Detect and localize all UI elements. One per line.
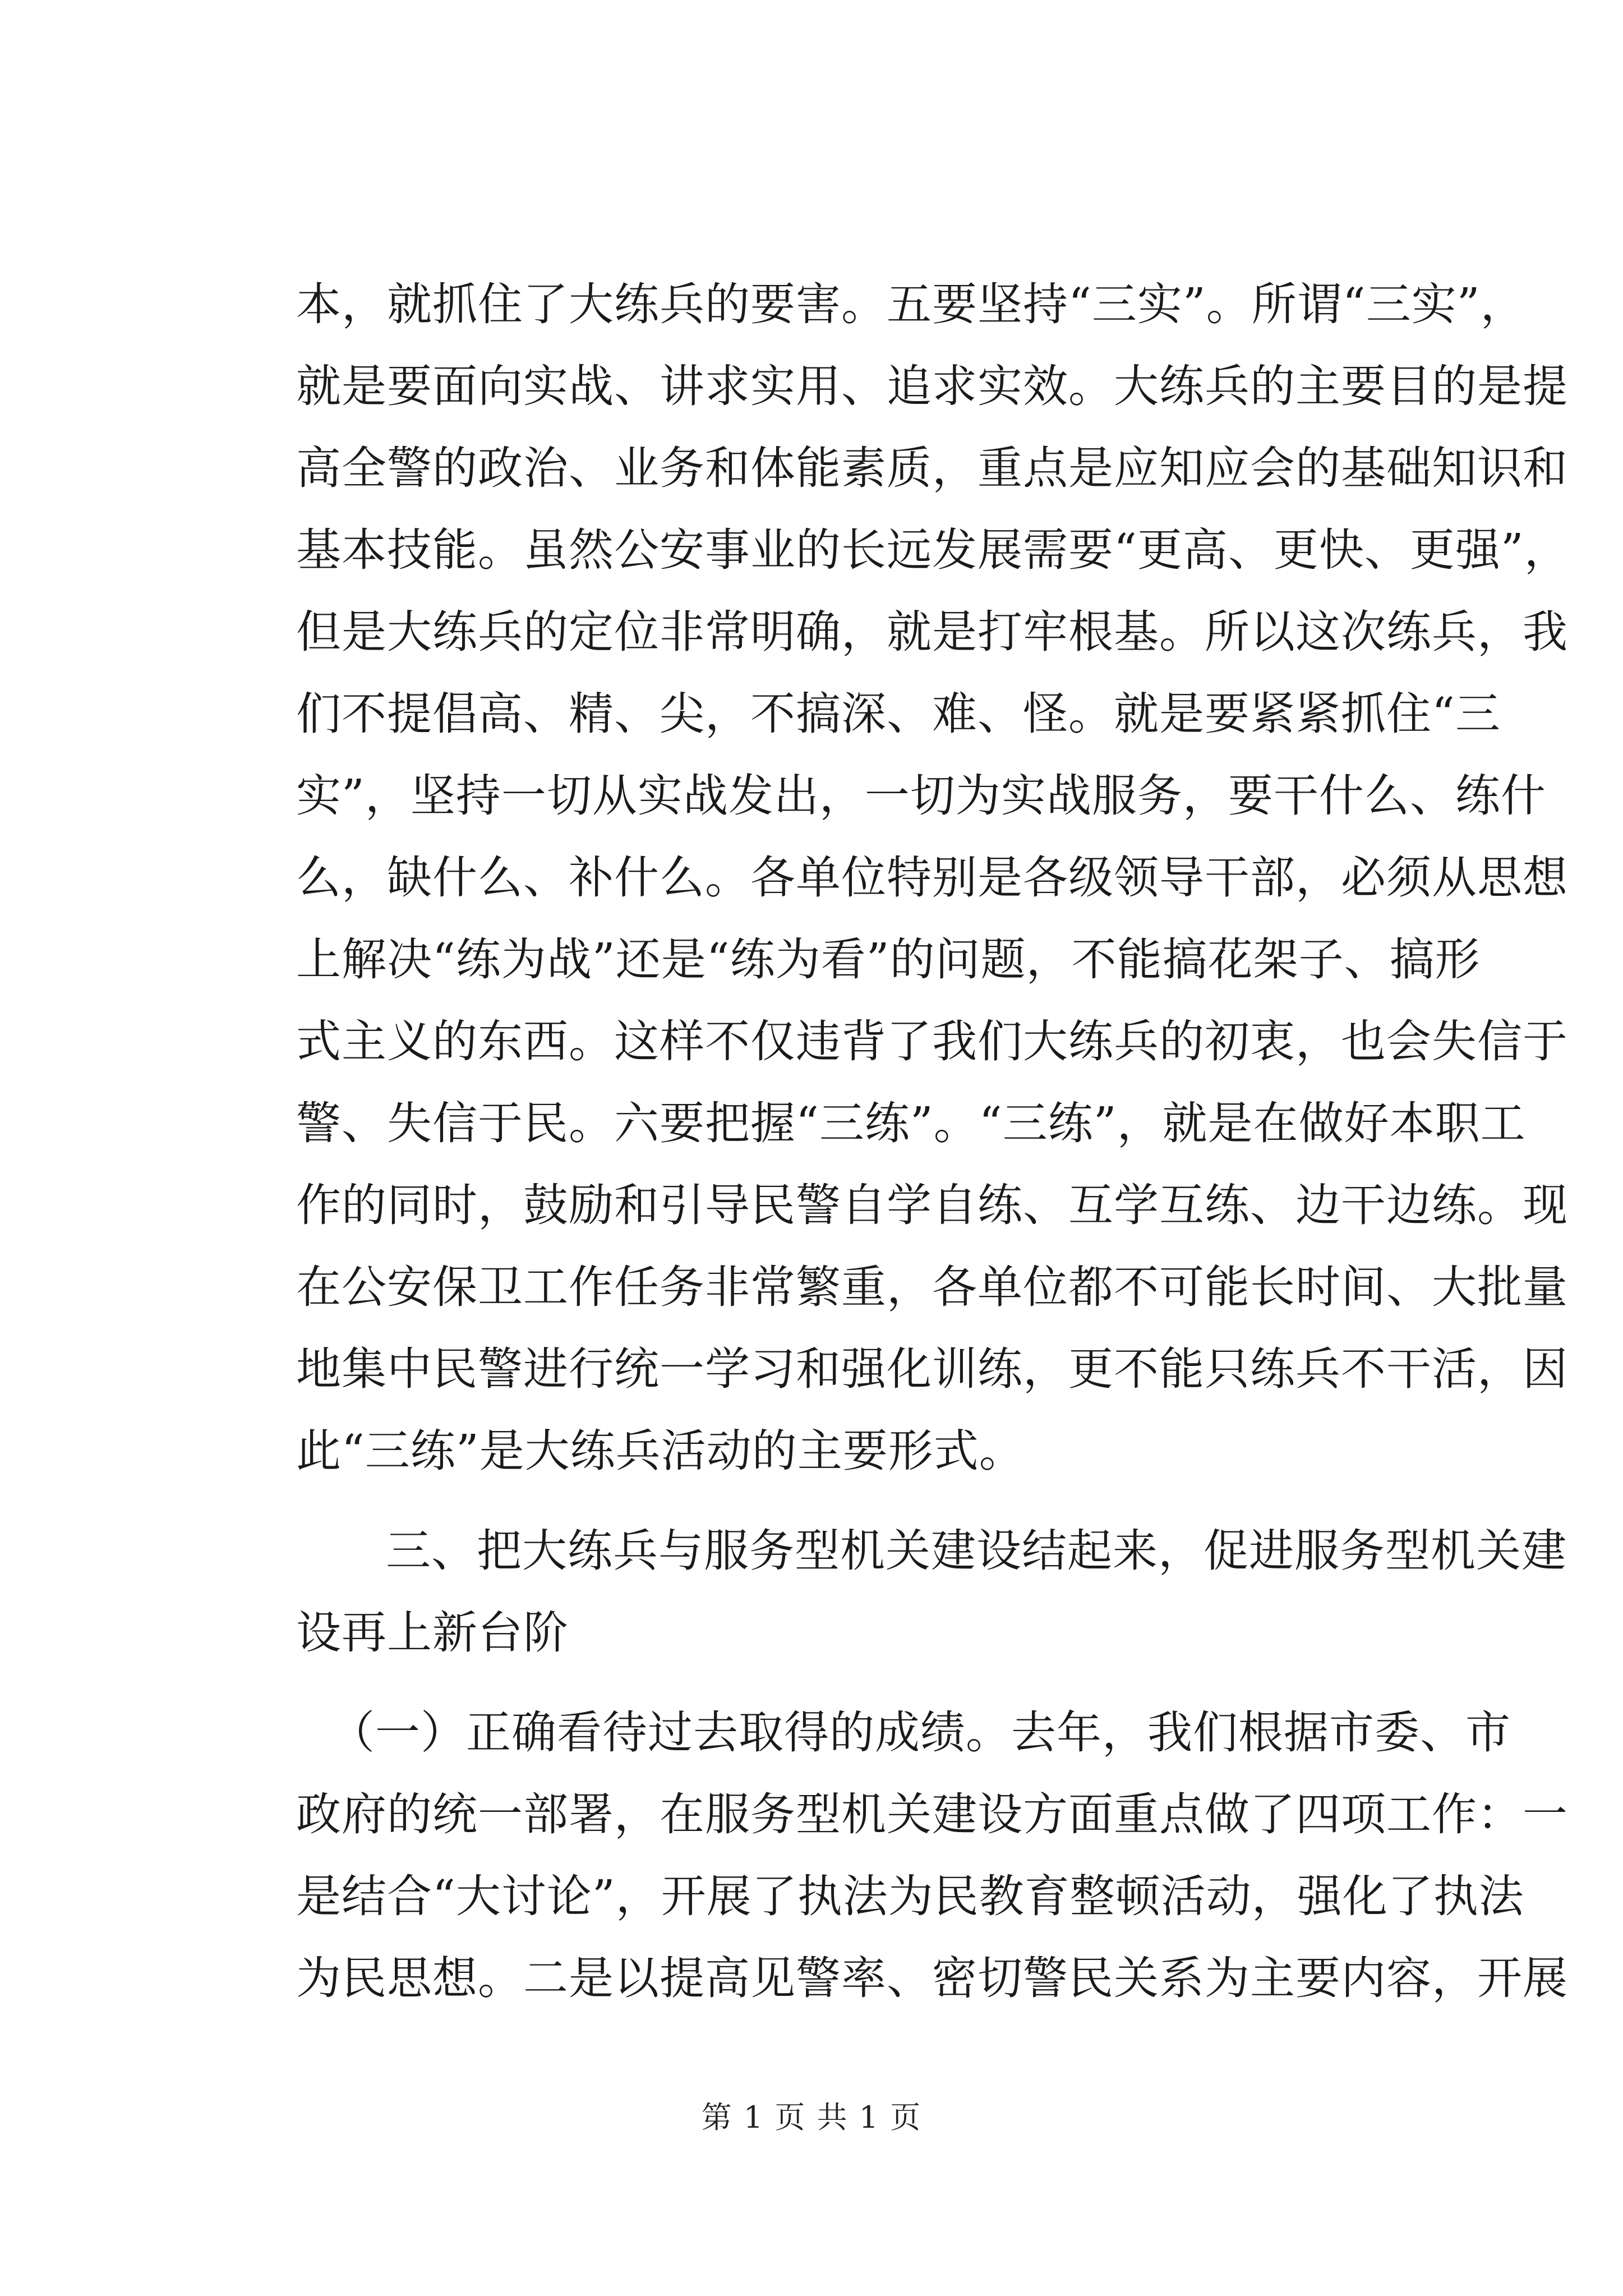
paragraph-gap xyxy=(296,1492,1418,1510)
text-line: 地集中民警进行统一学习和强化训练，更不能只练兵不干活，因 xyxy=(296,1343,1568,1395)
text-line: 是结合“大讨论”，开展了执法为民教育整顿活动，强化了执法 xyxy=(296,1870,1524,1922)
text-line: 高全警的政治、业务和体能素质，重点是应知应会的基础知识和 xyxy=(296,442,1568,494)
text-line: 本，就抓住了大练兵的要害。五要坚持“三实”。所谓“三实”， xyxy=(296,278,1526,330)
body-text xyxy=(296,264,1570,2019)
text-line: 但是大练兵的定位非常明确，就是打牢根基。所以这次练兵，我 xyxy=(296,606,1568,658)
text-line: 们不提倡高、精、尖，不搞深、难、怪。就是要紧紧抓住“三 xyxy=(296,688,1501,740)
page-number-footer: 第 1 页 共 1 页 xyxy=(701,2100,922,2135)
paragraph-gap xyxy=(296,1674,1418,1692)
text-line: 基本技能。虽然公安事业的长远发展需要“更高、更快、更强”， xyxy=(296,524,1570,576)
text-line: 政府的统一部署，在服务型机关建设方面重点做了四项工作：一 xyxy=(296,1788,1568,1841)
section-heading-three xyxy=(296,1510,1567,1674)
text-line: 实”，坚持一切从实战发出，一切为实战服务，要干什么、练什 xyxy=(296,770,1546,822)
text-line: 在公安保卫工作任务非常繁重，各单位都不可能长时间、大批量 xyxy=(296,1261,1568,1313)
text-line: 警、失信于民。六要把握“三练”。“三练”，就是在做好本职工 xyxy=(296,1097,1526,1149)
text-line: 为民思想。二是以提高见警率、密切警民关系为主要内容，开展 xyxy=(296,1952,1568,2004)
text-line: 就是要面向实战、讲求实用、追求实效。大练兵的主要目的是提 xyxy=(296,360,1568,412)
text-line: 式主义的东西。这样不仅违背了我们大练兵的初衷，也会失信于 xyxy=(296,1015,1568,1068)
text-line: 么，缺什么、补什么。各单位特别是各级领导干部，必须从思想 xyxy=(296,852,1568,904)
paragraph-subsection-one xyxy=(296,1692,1568,2019)
text-line: 三、把大练兵与服务型机关建设结起来，促进服务型机关建 xyxy=(386,1525,1567,1577)
paragraph-continued xyxy=(296,264,1570,1492)
text-line: （一）正确看待过去取得的成绩。去年，我们根据市委、市 xyxy=(330,1706,1511,1759)
text-line: 作的同时，鼓励和引导民警自学自练、互学互练、边干边练。现 xyxy=(296,1179,1568,1231)
text-line: 上解决“练为战”还是“练为看”的问题，不能搞花架子、搞形 xyxy=(296,933,1481,986)
text-line: 此“三练”是大练兵活动的主要形式。 xyxy=(296,1425,1025,1477)
text-line: 设再上新台阶 xyxy=(296,1607,569,1659)
